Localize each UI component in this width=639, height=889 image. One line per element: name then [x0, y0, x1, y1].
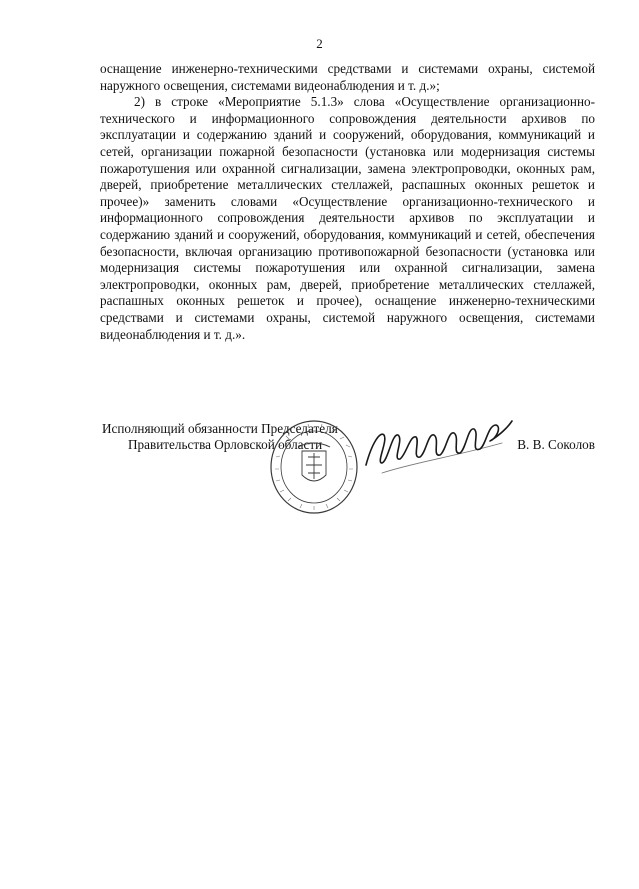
signature-block [100, 417, 595, 537]
paragraph-amendment-2: 2) в строке «Мероприятие 5.1.3» слова «Осуществление организационно-технического и информационного сопровождения деятельности архивов по эксплуатации и содержанию зданий и сооружений, оборудования, коммуникаций и сетей, организации пожарной безопасности (установка или модернизация системы пожаротушения или охранной сигнализации, замена электропроводки, оконных рам, дверей, приобретение металлических стеллажей, распашных оконных решеток и прочее)» заменить словами «Осуществление организационно-технического и информационного сопровождения деятельности архивов по эксплуатации и содержанию зданий и сооружений, оборудования, коммуникаций и сетей, обеспечения безопасности, включая организацию противопожарной безопасности (установка или модернизация системы пожаротушения или охранной сигнализации, замена электропроводки, оконных рам, дверей, приобретение металлических стеллажей, распашных оконных решеток и прочее), оснащение инженерно-техническими средствами и системами охраны, системой наружного освещения, системами видеонаблюдения и т. д.». [100, 94, 595, 342]
document-body [100, 61, 595, 343]
paragraph-continuation: оснащение инженерно-техническими средствами и системами охраны, системой наружного освещения, системами видеонаблюдения и т. д.»; [100, 61, 595, 93]
handwritten-signature-icon [362, 413, 522, 483]
signatory-name: В. В. Соколов [517, 437, 595, 452]
page-number: 2 [316, 36, 323, 51]
signatory-position-line1: Исполняющий обязанности Председателя [102, 421, 338, 436]
official-seal-icon [268, 417, 360, 517]
signatory-position-line2: Правительства Орловской области [128, 437, 323, 452]
